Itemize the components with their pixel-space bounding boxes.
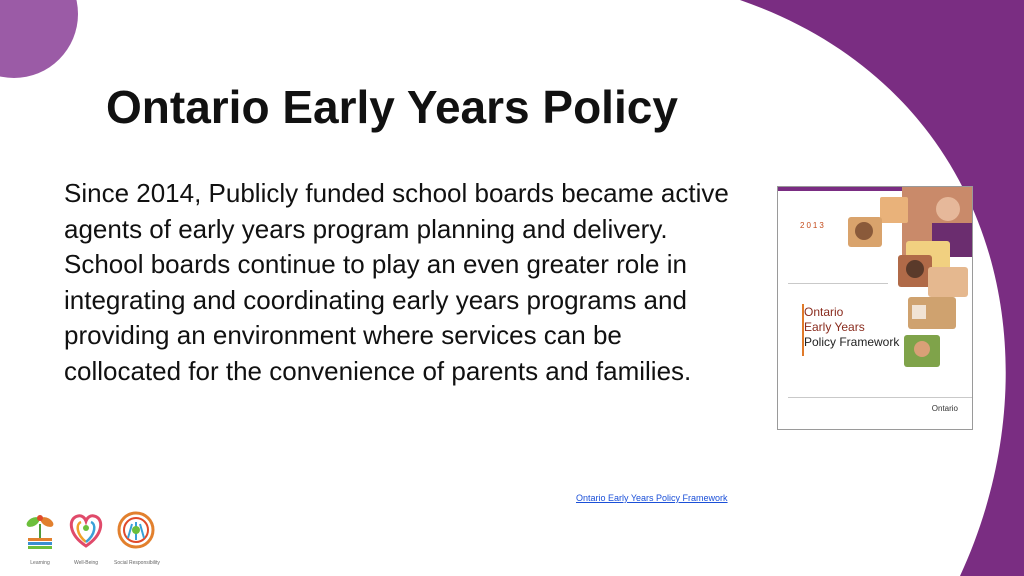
- logo-well-being: [64, 510, 108, 566]
- cover-photo-collage: [778, 187, 972, 429]
- slide-title: Ontario Early Years Policy: [106, 81, 678, 133]
- cover-title-line: Policy Framework: [804, 335, 900, 349]
- photo-face: [914, 341, 930, 357]
- cover-year: 2013: [800, 221, 826, 230]
- photo-highlight: [912, 305, 926, 319]
- photo-children: [928, 267, 968, 297]
- photo-child: [880, 197, 908, 223]
- logo-label: Well-Being: [73, 560, 99, 566]
- corner-circle: [0, 0, 78, 78]
- cover-title-line: Ontario: [804, 305, 844, 319]
- photo-face: [855, 222, 873, 240]
- logo-label: Learning: [30, 560, 50, 566]
- photo-face: [936, 197, 960, 221]
- policy-framework-link[interactable]: Ontario Early Years Policy Framework: [576, 493, 728, 503]
- ontario-logo-text: Ontario: [931, 404, 958, 413]
- hands-circle-icon: [114, 510, 158, 550]
- sprout-icon: [20, 510, 60, 550]
- slide-body-text: Since 2014, Publicly funded school boards became active agents of early years program planning and delivery. School boards continue to play an even greater role in integrating and coordinating early years programs and providing an environment where services can be collocated for the convenience of parents and families.: [64, 178, 729, 386]
- logo-learning: [18, 510, 62, 566]
- heart-icon: [64, 510, 108, 550]
- cover-title-line: Early Years: [804, 320, 865, 334]
- policy-framework-cover: [777, 186, 973, 430]
- photo-face: [906, 260, 924, 278]
- logo-social-responsibility: [114, 510, 158, 566]
- logo-label: Social Responsibility: [114, 560, 160, 566]
